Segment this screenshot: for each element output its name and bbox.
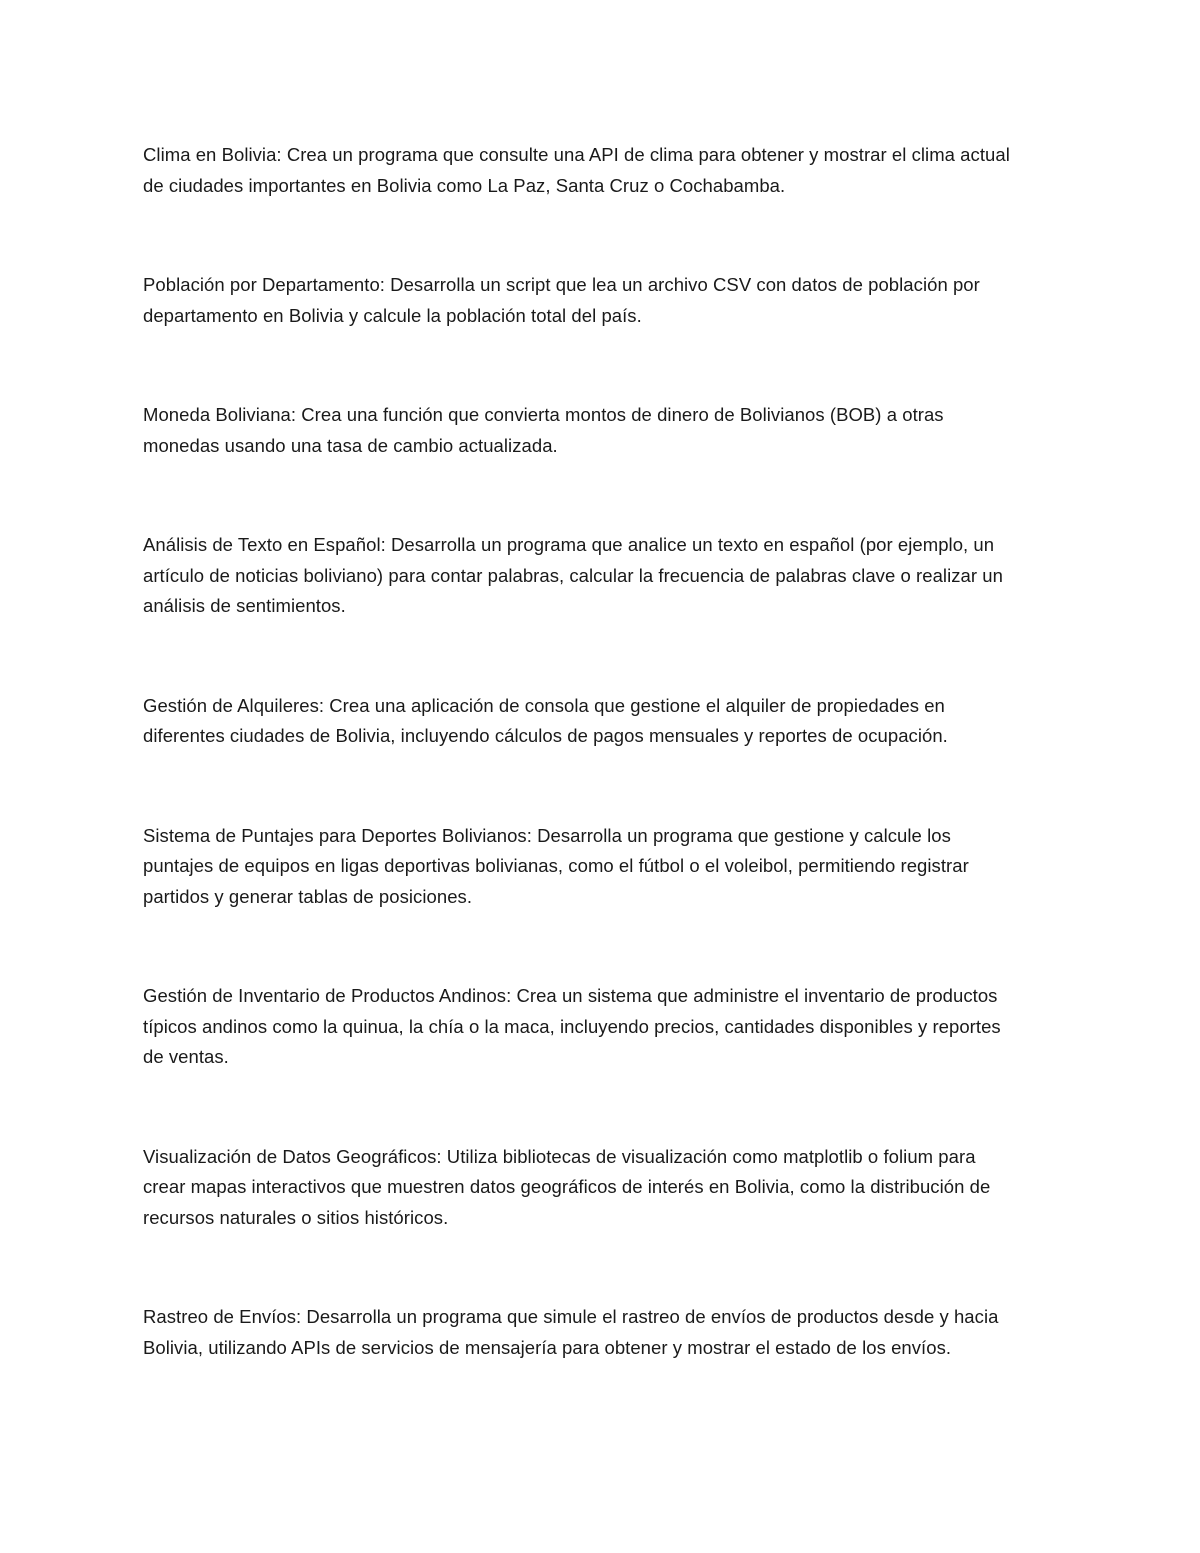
paragraph-gestion-de-alquileres: Gestión de Alquileres: Crea una aplicación de consola que gestione el alquiler de propiedades en diferentes ciudades de Bolivia, incluyendo cálculos de pagos mensuales y reportes de ocupación. [143, 694, 948, 746]
paragraph-poblacion-por-departamento: Población por Departamento: Desarrolla un script que lea un archivo CSV con datos de población por departamento en Bolivia y calcule la población total del país. [143, 274, 980, 326]
paragraph-gestion-de-inventario: Gestión de Inventario de Productos Andinos: Crea un sistema que administre el inventario de productos típicos andinos como la quinua, la chía o la maca, incluyendo precios, cantidades disponibles y reportes de ventas. [143, 985, 1001, 1067]
document-body [143, 140, 1063, 1363]
paragraph-sistema-de-puntajes: Sistema de Puntajes para Deportes Bolivianos: Desarrolla un programa que gestione y calcule los puntajes de equipos en ligas deportivas bolivianas, como el fútbol o el voleibol, permitiendo registrar partidos y generar tablas de posiciones. [143, 824, 969, 907]
paragraph-analisis-de-texto: Análisis de Texto en Español: Desarrolla un programa que analice un texto en español (por ejemplo, un artículo de noticias boliviano) para contar palabras, calcular la frecuencia de palabras clave o realizar un análisis de sentimientos. [143, 534, 1003, 616]
paragraph-moneda-boliviana: Moneda Boliviana: Crea una función que convierta montos de dinero de Bolivianos (BOB) a otras monedas usando una tasa de cambio actualizada. [143, 404, 944, 456]
paragraph-clima-en-bolivia: Clima en Bolivia: Crea un programa que consulte una API de clima para obtener y mostrar el clima actual de ciudades importantes en Bolivia como La Paz, Santa Cruz o Cochabamba. [143, 144, 1010, 196]
paragraph-rastreo-de-envios: Rastreo de Envíos: Desarrolla un programa que simule el rastreo de envíos de productos desde y hacia Bolivia, utilizando APIs de servicios de mensajería para obtener y mostrar el estado de los envíos. [143, 1306, 999, 1358]
paragraph-visualizacion-de-datos: Visualización de Datos Geográficos: Utiliza bibliotecas de visualización como matplotlib o folium para crear mapas interactivos que muestren datos geográficos de interés en Bolivia, como la distribución de recursos naturales o sitios históricos. [143, 1145, 991, 1228]
